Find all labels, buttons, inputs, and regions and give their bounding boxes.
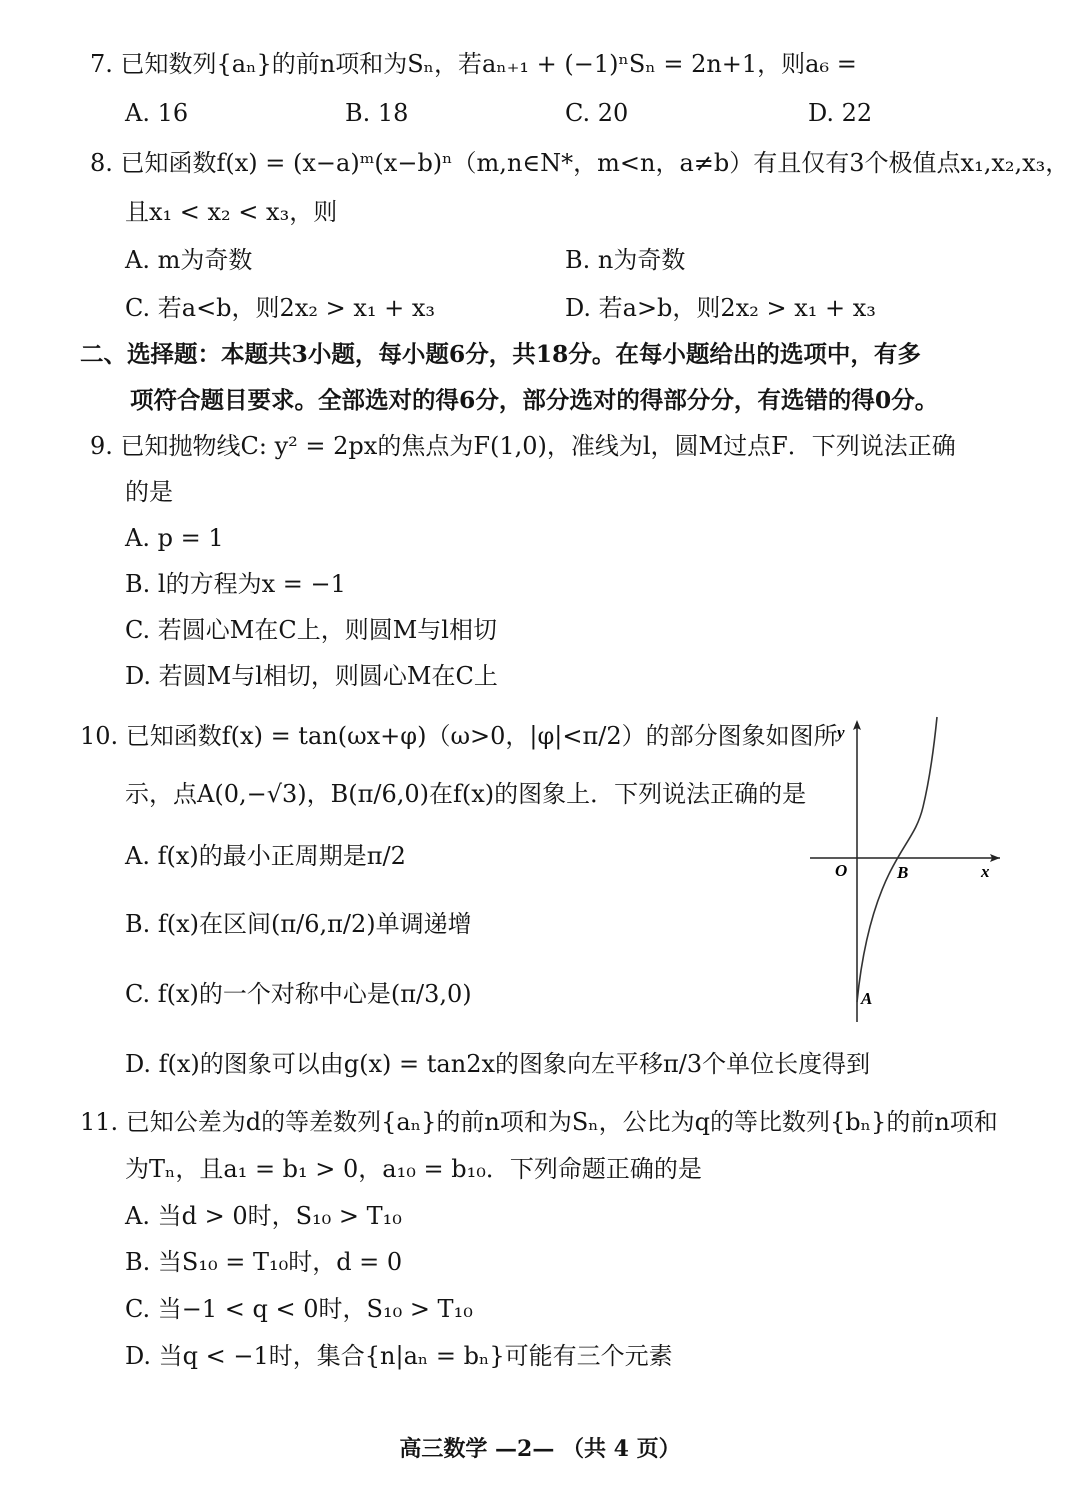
q9-option-a: A. p = 1	[125, 524, 224, 552]
graph-point-b-label: B	[897, 863, 909, 882]
section2-heading-line1: 二、选择题：本题共3小题，每小题6分，共18分。在每小题给出的选项中，有多	[80, 340, 921, 368]
q10-stem-line1: 10. 已知函数f(x) = tan(ωx+φ)（ω>0，|φ|<π/2）的部分图象如图所	[80, 722, 838, 750]
q9-stem-line2: 的是	[125, 478, 173, 506]
q7-option-b: B. 18	[345, 99, 409, 127]
section2-heading-line2: 项符合题目要求。全部选对的得6分，部分选对的得部分分，有选错的得0分。	[130, 386, 939, 414]
q7-option-d: D. 22	[808, 99, 873, 127]
tangent-curve	[857, 717, 937, 1002]
q8-stem-line1: 8. 已知函数f(x) = (x−a)ᵐ(x−b)ⁿ（m,n∈N*，m<n，a≠b）有且仅有3个极值点x₁,x₂,x₃，	[90, 149, 1070, 177]
q11-option-d: D. 当q < −1时，集合{n|aₙ = bₙ}可能有三个元素	[125, 1342, 673, 1370]
q9-option-c: C. 若圆心M在C上，则圆M与l相切	[125, 616, 497, 644]
q11-stem-line2: 为Tₙ，且a₁ = b₁ > 0，a₁₀ = b₁₀．下列命题正确的是	[125, 1155, 702, 1183]
q8-option-b: B. n为奇数	[565, 246, 686, 274]
q7-option-a: A. 16	[125, 99, 189, 127]
q9-option-d: D. 若圆M与l相切，则圆心M在C上	[125, 662, 498, 690]
q9-stem-line1: 9. 已知抛物线C: y² = 2px的焦点为F(1,0)，准线为l，圆M过点F．下列说法正确	[90, 432, 956, 460]
q10-tangent-graph	[805, 712, 1010, 1032]
q7-option-c: C. 20	[565, 99, 629, 127]
q10-option-a: A. f(x)的最小正周期是π/2	[125, 842, 406, 870]
q10-option-c: C. f(x)的一个对称中心是(π/3,0)	[125, 980, 472, 1008]
q11-option-a: A. 当d > 0时，S₁₀ > T₁₀	[125, 1202, 402, 1230]
q10-stem-line2: 示，点A(0,−√3)，B(π/6,0)在f(x)的图象上．下列说法正确的是	[125, 780, 807, 808]
q8-option-a: A. m为奇数	[125, 246, 253, 274]
q8-option-d: D. 若a>b，则2x₂ > x₁ + x₃	[565, 294, 876, 322]
q9-option-b: B. l的方程为x = −1	[125, 570, 346, 598]
q11-option-b: B. 当S₁₀ = T₁₀时，d = 0	[125, 1248, 403, 1276]
page-footer: 高三数学 —2— （共 4 页）	[399, 1436, 681, 1462]
q8-stem-line2: 且x₁ < x₂ < x₃，则	[125, 198, 338, 226]
graph-point-a-label: A	[861, 989, 873, 1008]
q8-option-c: C. 若a<b，则2x₂ > x₁ + x₃	[125, 294, 436, 322]
q7-stem: 7. 已知数列{aₙ}的前n项和为Sₙ，若aₙ₊₁ + (−1)ⁿSₙ = 2n+1，则a₆ =	[90, 50, 857, 78]
graph-x-label: x	[981, 862, 990, 881]
q11-stem-line1: 11. 已知公差为d的等差数列{aₙ}的前n项和为Sₙ，公比为q的等比数列{bₙ}的前n项和	[80, 1108, 998, 1136]
graph-origin-label: O	[835, 861, 848, 880]
q11-option-c: C. 当−1 < q < 0时，S₁₀ > T₁₀	[125, 1295, 473, 1323]
q10-option-b: B. f(x)在区间(π/6,π/2)单调递增	[125, 910, 472, 938]
q10-option-d: D. f(x)的图象可以由g(x) = tan2x的图象向左平移π/3个单位长度得到	[125, 1050, 871, 1078]
graph-y-label: y	[837, 723, 845, 742]
